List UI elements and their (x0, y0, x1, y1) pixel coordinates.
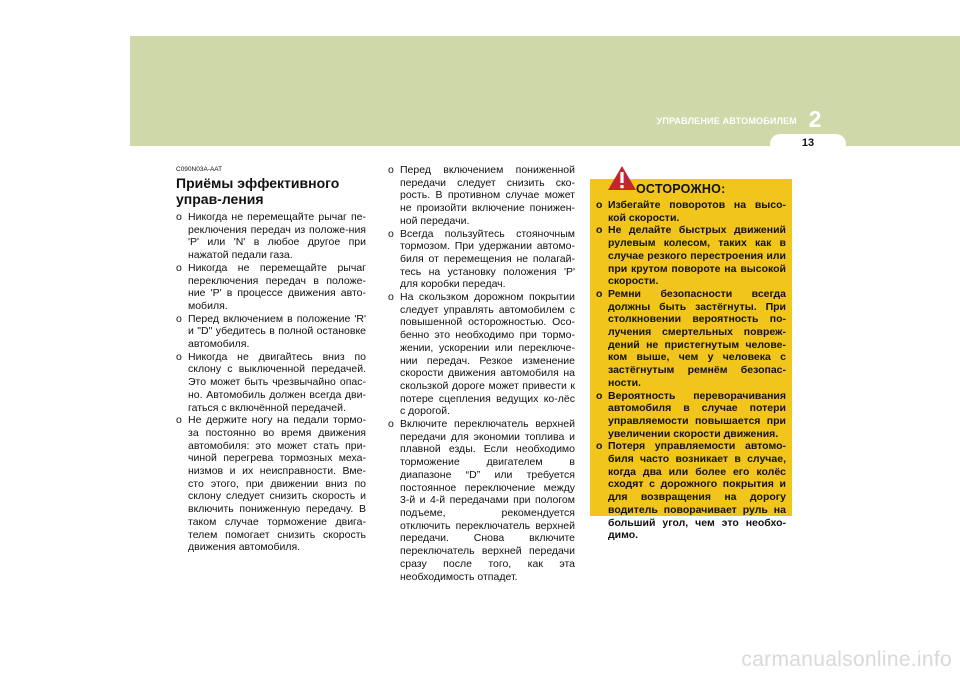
tips-list (176, 211, 366, 554)
section-code: C090N03A-AAT (176, 166, 223, 173)
bullet-mark: o (176, 312, 182, 325)
list-item-text: Перед включением в положение 'R' и "D" убедитесь в полной остановке автомобиля. (188, 312, 366, 351)
exclamation-bar (620, 172, 623, 183)
list-item (176, 262, 366, 313)
bullet-mark: o (388, 227, 394, 240)
list-item (596, 199, 786, 224)
list-item-text: Потеря управляемости автомо-биля часто возникает в случае, когда два или более его колёс сходят с дорожного покрытия и для возвращения на дорогу водитель поворачивает руль на больший угол, чем это необхо-димо. (608, 440, 786, 542)
bullet-mark: o (176, 414, 182, 427)
bullet-mark: o (596, 224, 603, 237)
header-band (130, 36, 960, 146)
exclamation-dot (620, 185, 623, 188)
list-item-text: Не держите ногу на педали тормо-за постоянно во время движения автомобиля: это может стать при-чиной перегрева тормозных меха-низмов и их неисправности. Вме-сто этого, при движении вниз по склону следует снизить скорость и включить пониженную передачу. В таком случае торможение двига-телем помогает снизить скорость движения автомобиля. (188, 414, 366, 554)
list-item (596, 390, 786, 441)
section-number: 2 (808, 106, 822, 132)
list-item-text: Никогда не перемещайте рычаг пе-реключения передач из положе-ния 'P' или 'N' в любое другое при нажатой педали газа. (188, 211, 366, 262)
bullet-mark: o (596, 440, 603, 453)
warning-title: ОСТОРОЖНО: (636, 182, 726, 196)
section-heading: Приёмы эффективного управ-ления (176, 175, 340, 207)
bullet-mark: o (388, 164, 394, 176)
list-item-text: Вероятность переворачивания автомобиля в случае потери управляемости повышается при увеличении скорости движения. (608, 389, 786, 440)
list-item (388, 291, 575, 418)
bullet-mark: o (596, 287, 603, 300)
list-item (596, 224, 786, 288)
list-item-text: Не делайте быстрых движений рулевым колесом, таких как в случае резкого перестроения или при крутом повороте на высокой скорости. (608, 224, 786, 288)
page-number: 13 (801, 137, 815, 149)
bullet-mark: o (596, 199, 603, 211)
list-item (176, 351, 366, 415)
list-item (388, 228, 575, 292)
list-item-text: На скользком дорожном покрытии следует управлять автомобилем с повышенной осторожностью. Осо-бенно это необходимо при тормо-жении, ускорении или переключе-нии передач. Резкое изменение скорости движения автомобиля на скользкой дороге может привести к потере сцепления ведущих ко-лёс с дорогой. (400, 291, 575, 418)
list-item (388, 164, 575, 228)
list-item-text: Избегайте поворотов на высо-кой скорости. (608, 199, 786, 224)
list-item (176, 414, 366, 554)
exclamation-icon (607, 165, 637, 191)
middle-column (388, 164, 575, 583)
list-item-text: Всегда пользуйтесь стояночным тормозом. При удержании автомо-биля от перемещения не полагай-тесь на установку положения 'P' для коробки передач. (400, 227, 575, 291)
list-item-text: Ремни безопасности всегда должны быть застёгнуты. При столкновении вероятность по-лучения смертельных повреж-дений не пристегнутым челове-ком выше, чем у человека с застёгнутым ремнём безопас-ности. (608, 287, 786, 389)
bullet-mark: o (176, 261, 182, 274)
watermark: carmanualsonline.info (741, 648, 952, 671)
tips-list-continued (388, 164, 575, 583)
bullet-mark: o (596, 389, 603, 402)
left-column (176, 166, 366, 554)
list-item (596, 288, 786, 390)
warning-list (596, 199, 786, 542)
list-item-text: Никогда не перемещайте рычаг переключения передач в положе-ние 'P' в процессе движения авто-мобиля. (188, 261, 366, 312)
bullet-mark: o (176, 350, 182, 363)
list-item-text: Перед включением пониженной передачи следует снизить ско-рость. В противном случае может не произойти включение понижен-ной передачи. (400, 164, 575, 227)
list-item-text: Включите переключатель верхней передачи для экономии топлива и плавной езды. Если необходимо торможение двигателем в диапазоне “D” или требуется постоянное переключение между 3-й и 4-й передачами при пологом подъеме, рекомендуется отключить переключатель верхней передачи. Снова включите переключатель верхней передачи сразу после того, как эта необходимость отпадет. (400, 418, 575, 583)
list-item (176, 313, 366, 351)
bullet-mark: o (388, 291, 394, 304)
list-item (388, 418, 575, 583)
list-item-text: Никогда не двигайтесь вниз по склону с выключенной передачей. Это может быть чрезвычайно опас-но. Автомобиль должен всегда дви-гаться с включённой передачей. (188, 350, 366, 414)
list-item (176, 211, 366, 262)
list-item (596, 440, 786, 542)
bullet-mark: o (388, 418, 394, 431)
section-title: УПРАВЛЕНИЕ АВТОМОБИЛЕМ (656, 116, 797, 126)
bullet-mark: o (176, 211, 182, 223)
